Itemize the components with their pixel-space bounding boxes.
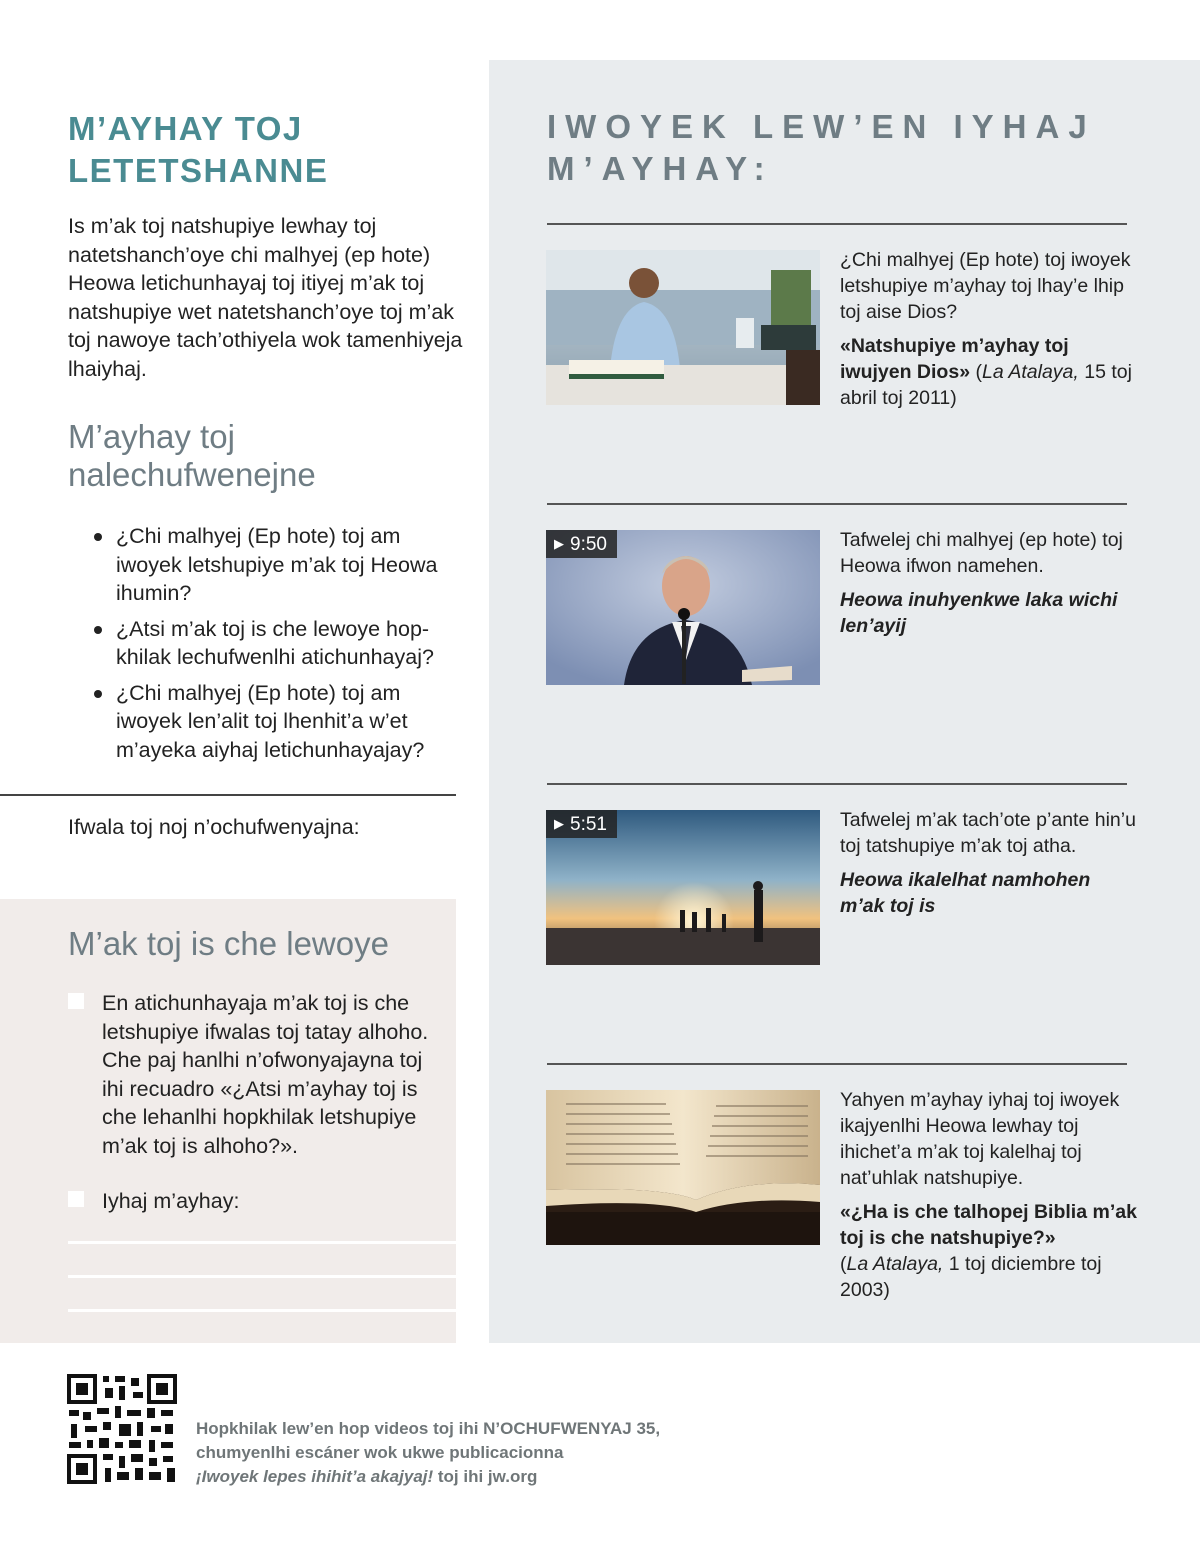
resource-video-1 — [840, 527, 1140, 639]
checklist-item[interactable]: Iyhaj m’ayhay: — [68, 1187, 438, 1216]
video-thumbnail[interactable] — [546, 530, 820, 685]
divider — [547, 503, 1127, 505]
main-heading: M’AYHAY TOJ LETETSHANNE — [68, 110, 329, 189]
resource-video-2 — [840, 807, 1140, 919]
write-line[interactable] — [68, 1241, 456, 1244]
resource-description: Tafwelej m’ak tach’ote p’ante hin’u toj tatshupiye m’ak toj atha. — [840, 809, 1136, 857]
resource-description: Yahyen m’ayhay iyhaj toj iwoyek ikajyenlhi Heowa lewhay toj ihichet’a m’ak toj kalelhaj toj nat’uhlak natshupiye. — [840, 1089, 1120, 1189]
write-line[interactable] — [68, 1275, 456, 1278]
bullet-icon — [94, 533, 102, 541]
book-title: ¡Iwoyek lepes ihihit’a akajyaj! — [196, 1467, 434, 1486]
divider — [547, 783, 1127, 785]
qr-code-icon[interactable] — [67, 1374, 177, 1484]
play-icon: ▶ — [554, 816, 564, 831]
video-thumbnail[interactable] — [546, 810, 820, 965]
video-link[interactable]: Heowa ikalelhat namhohen m’ak toj is — [840, 869, 1091, 917]
resource-description: Tafwelej chi malhyej (ep hote) toj Heowa ifwon namehen. — [840, 529, 1123, 577]
article-link[interactable]: «¿Ha is che talhopej Biblia m’ak toj is che natshupiye?» — [840, 1201, 1137, 1249]
video-link[interactable]: Heowa inuhyenkwe laka wichi len’ayij — [840, 589, 1118, 637]
discussion-heading: M’ayhay toj nalechufwenejne — [68, 418, 316, 493]
footer-text: Hopkhilak lew’en hop videos toj ihi N’OCHUFWENYAJ 35, chumyenlhi escáner wok ukwe publicacionna ¡Iwoyek lepes ihihit’a akajyaj! toj ihi jw.org — [196, 1419, 661, 1486]
intro-paragraph: Is m’ak toj natshupiye lewhay toj natetshanch’oye chi malhyej (ep hote) Heowa letichunhayaj toj itiyej m’ak toj natshupiye wet natetshanch’oye toj m’ak toj nawoye tach’othiyela wok tamenhiyeja lhaiyhaj. — [68, 214, 463, 381]
duration-badge: ▶ 9:50 — [546, 530, 617, 558]
study-photo[interactable] — [546, 250, 820, 405]
bible-photo[interactable] — [546, 1090, 820, 1245]
man-studying-image — [546, 250, 820, 405]
publication-name: La Atalaya, — [981, 361, 1079, 383]
notes-prompt: Ifwala toj noj n’ochufwenyajna: — [68, 815, 360, 839]
checklist-item[interactable]: En atichunhayaja m’ak toj is che letshupiye ifwalas toj tatay alhoho. Che paj hanlhi n’ofwonyajayna toj ihi recuadro «¿Atsi m’ayhay toj is che lehanlhi hopkhilak letshupiye m’ak toj is alhoho?». — [68, 989, 438, 1160]
divider — [547, 1063, 1127, 1065]
resource-article-1: ¿Chi malhyej (Ep hote) toj iwoyek letshupiye m’ayhay toj lhay’e lhip toj aise Dios? «Natshupiye m’ayhay toj iwujyen Dios» (La Atalaya, 15 toj abril toj 2011) — [840, 247, 1140, 411]
open-bible-image — [546, 1090, 820, 1245]
list-item: ¿Atsi m’ak toj is che lewoye hop-khilak lechufwenlhi atichunhayaj? — [92, 615, 462, 672]
bullet-icon — [94, 690, 102, 698]
list-item: ¿Chi malhyej (Ep hote) toj am iwoyek len’alit toj lhenhit’a w’et m’ayeka aiyhaj letichunhayajay? — [92, 679, 462, 765]
duration-badge: ▶ 5:51 — [546, 810, 617, 838]
resource-article-2: Yahyen m’ayhay iyhaj toj iwoyek ikajyenlhi Heowa lewhay toj ihichet’a m’ak toj kalelhaj toj nat’uhlak natshupiye. «¿Ha is che talhopej Biblia m’ak toj is che natshupiye?» (La Atalaya, 1 toj diciembre toj 2003) — [840, 1087, 1140, 1303]
resource-description: ¿Chi malhyej (Ep hote) toj iwoyek letshupiye m’ayhay toj lhay’e lhip toj aise Dios? — [840, 249, 1131, 323]
checkbox[interactable] — [68, 1191, 84, 1207]
publication-name: La Atalaya, — [846, 1253, 944, 1275]
play-icon: ▶ — [554, 536, 564, 551]
write-line[interactable] — [68, 1309, 456, 1312]
checkbox[interactable] — [68, 993, 84, 1009]
website-link[interactable]: toj ihi jw.org — [433, 1467, 538, 1486]
discussion-questions — [92, 522, 462, 771]
action-heading: M’ak toj is che lewoye — [68, 925, 389, 962]
divider — [0, 794, 456, 796]
list-item: ¿Chi malhyej (Ep hote) toj am iwoyek letshupiye m’ak toj Heowa ihumin? — [92, 522, 462, 608]
bullet-icon — [94, 626, 102, 634]
article-link[interactable]: «Natshupiye m’ayhay toj iwujyen Dios» — [840, 335, 1069, 383]
divider — [547, 223, 1127, 225]
resources-heading: IWOYEK LEW’EN IYHAJ M’AYHAY: — [547, 108, 1096, 187]
